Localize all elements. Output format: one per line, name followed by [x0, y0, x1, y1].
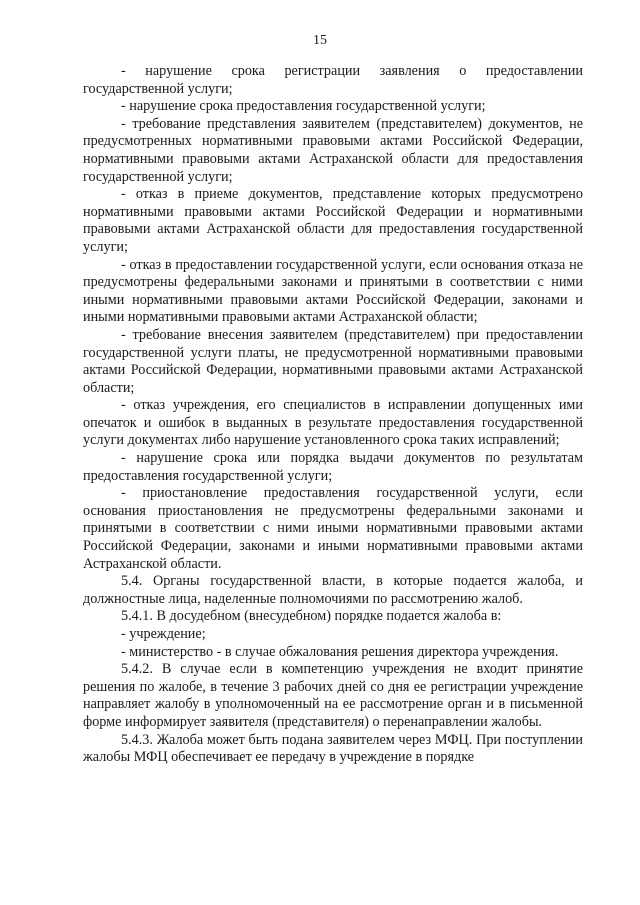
section-5-4-3: 5.4.3. Жалоба может быть подана заявителем через МФЦ. При поступлении жалобы МФЦ обеспечивает ее передачу в учреждение в порядке [83, 731, 583, 766]
list-item-correction-refusal: - отказ учреждения, его специалистов в исправлении допущенных ими опечаток и ошибок в выданных в результате предоставления государственной услуги документах либо нарушение установленного срока таких исправлений; [83, 397, 583, 449]
page-number: 15 [313, 33, 327, 48]
section-5-4: 5.4. Органы государственной власти, в которые подается жалоба, и должностные лица, наделенные полномочиями по рассмотрению жалоб. [83, 573, 583, 607]
list-item-extra-documents-demand: - требование представления заявителем (представителем) документов, не предусмотренных нормативными правовыми актами Российской Федерации, нормативными правовыми актами Астраханской области для предоставления государственной услуги; [83, 115, 583, 185]
list-item-registration-violation: - нарушение срока регистрации заявления о предоставлении государственной услуги; [83, 63, 583, 97]
list-item-fee-demand: - требование внесения заявителем (представителем) при предоставлении государственной услуги платы, не предусмотренной нормативными правовыми актами Российской Федерации, нормативными правовыми актами Астраханской области; [83, 326, 583, 396]
list-item-service-term-violation: - нарушение срока предоставления государственной услуги; [121, 98, 486, 115]
list-item-service-refusal: - отказ в предоставлении государственной услуги, если основания отказа не предусмотрены федеральными законами и принятыми в соответствии с ними иными нормативными правовыми актами Российской Федерации, законами и иными нормативными правовыми актами Астраханской области; [83, 256, 583, 326]
list-item-suspension: - приостановление предоставления государственной услуги, если основания приостановления не предусмотрены федеральными законами и принятыми в соответствии с ними иными нормативными правовыми актами Российской Федерации, законами и иными нормативными правовыми актами Астраханской области. [83, 485, 583, 572]
list-item-ministry: - министерство - в случае обжалования решения директора учреждения. [121, 643, 559, 660]
section-5-4-2: 5.4.2. В случае если в компетенцию учреждения не входит принятие решения по жалобе, в течение 3 рабочих дней со дня ее регистрации учреждение направляет жалобу в уполномоченный на ее рассмотрение орган и в письменной форме информирует заявителя (представителя) о перенаправлении жалобы. [83, 661, 583, 730]
document-body [83, 63, 583, 767]
section-5-4-1: 5.4.1. В досудебном (внесудебном) порядке подается жалоба в: [121, 608, 502, 625]
list-item-institution: - учреждение; [121, 626, 206, 642]
list-item-document-refusal: - отказ в приеме документов, представление которых предусмотрено нормативными правовыми актами Российской Федерации и нормативными правовыми актами Астраханской области для предоставления государственной услуги; [83, 186, 583, 255]
list-item-issuance-violation: - нарушение срока или порядка выдачи документов по результатам предоставления государственной услуги; [83, 450, 583, 484]
